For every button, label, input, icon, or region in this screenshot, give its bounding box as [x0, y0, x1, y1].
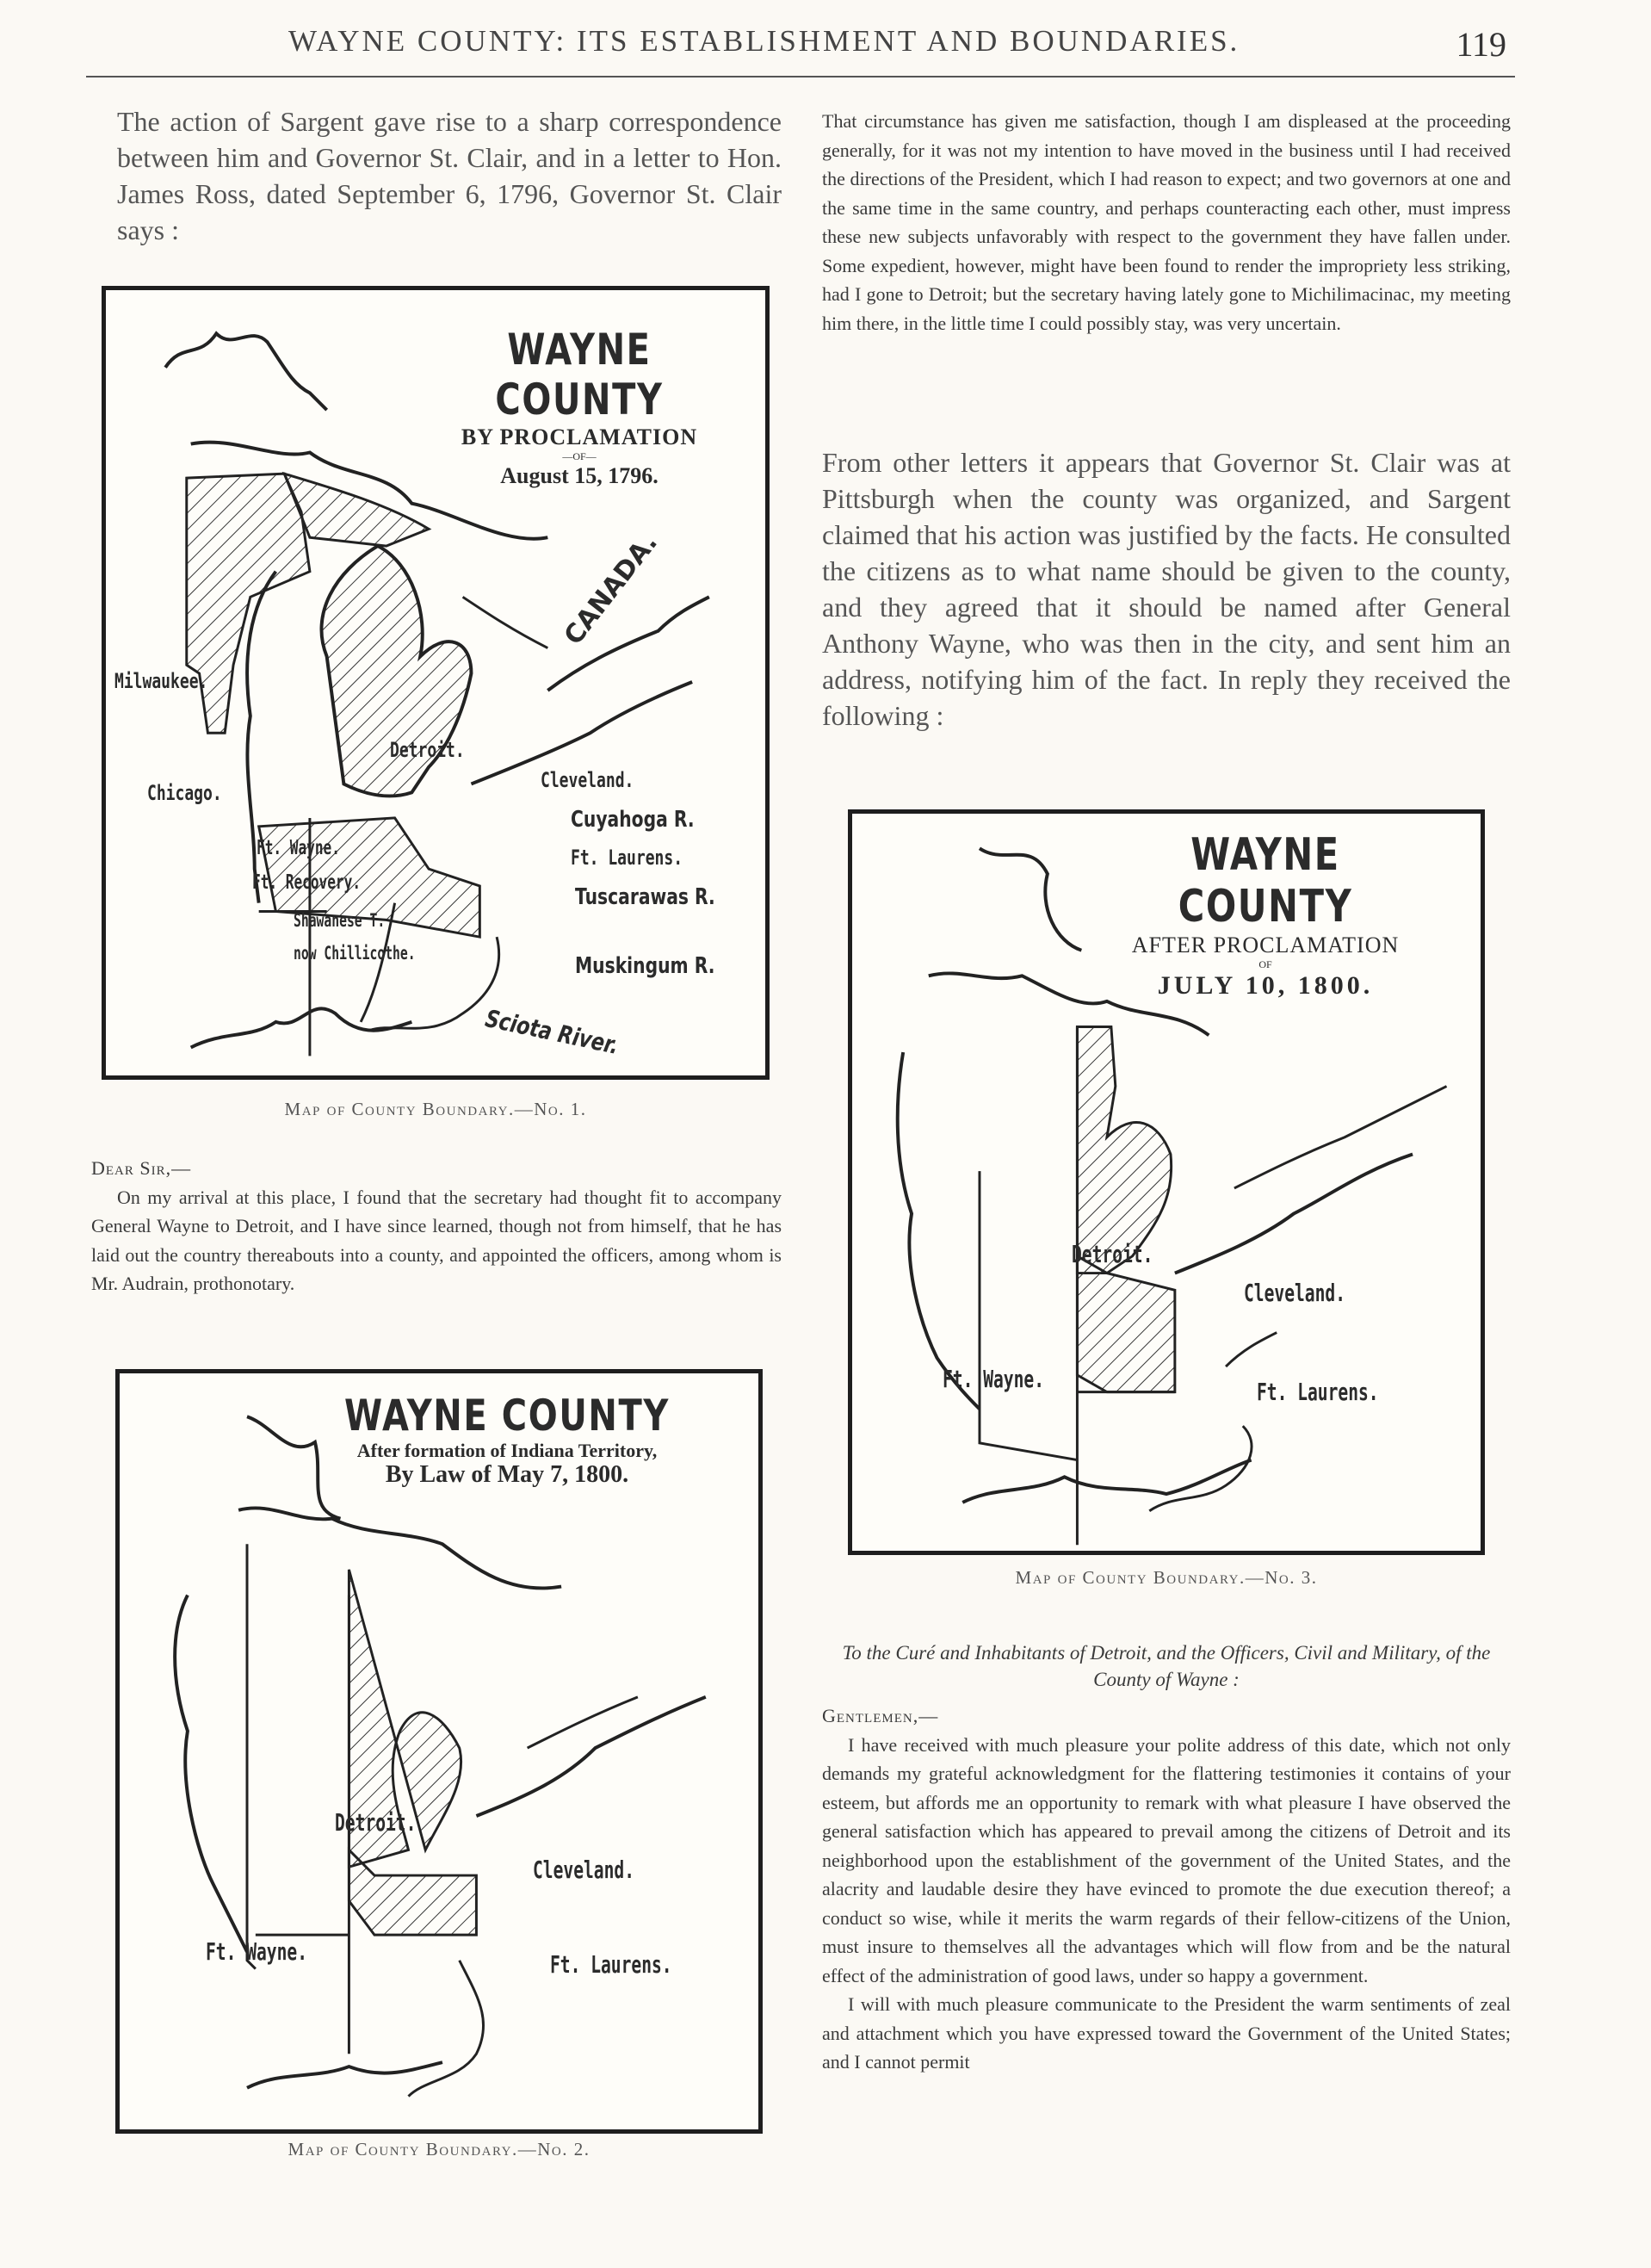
shore-line	[175, 1595, 247, 1951]
map-3	[848, 809, 1485, 1555]
hatched-region	[1077, 1026, 1171, 1273]
map-1-label-ft-wayne: Ft. Wayne.	[257, 837, 340, 859]
shore-line	[1234, 1087, 1447, 1188]
river-line	[1149, 1426, 1252, 1511]
shore-line	[528, 1697, 638, 1748]
running-head: WAYNE COUNTY: ITS ESTABLISHMENT AND BOUNDARIES.	[288, 24, 1240, 58]
map-1-label-ft-recovery: Ft. Recovery.	[252, 871, 362, 894]
shore-line	[980, 848, 1081, 950]
hatched-region	[1077, 1256, 1174, 1392]
map-1-label-muskingum: Muskingum R.	[575, 953, 715, 979]
map-1-label-cuyahoga: Cuyahoga R.	[571, 807, 695, 833]
letter-continued: That circumstance has given me satisfaction, though I am displeased at the proceeding generally, for it was not my intention to have moved in the business until I had received the directions of the President, which I had reason to expect; and two governors at one and the same time in the same country, and perhaps counteracting each other, must impress these new subjects unfavorably with respect to the government they have fallen under. Some expedient, however, might have been found to render the impropriety less striking, had I gone to Detroit; but the secretary having lately gone to Michilimacinac, my meeting him there, in the little time I could possibly stay, was very uncertain.	[822, 110, 1511, 334]
map-1-label-sciota: Sciota River.	[482, 1004, 621, 1060]
map-1-label-shawanese: Shawanese T.	[294, 910, 386, 931]
narrative-paragraph: From other letters it appears that Governor St. Clair was at Pittsburgh when the county was organized, and Sargent claimed that his action was justified by the facts. He consulted the citizens as to what name should be given to the county, and they agreed that it should be named after General Anthony Wayne, who was then in the city, and sent him an address, notifying him of the fact. In reply they received the following :	[822, 447, 1511, 731]
reply-salutation: Gentlemen,—	[822, 1705, 939, 1726]
shore-line	[898, 1052, 980, 1409]
left-letter-block	[91, 1154, 782, 1298]
river-line	[408, 1961, 483, 2097]
map-1-label-milwaukee: Milwaukee.	[114, 669, 208, 693]
map-2-subtitle: After formation of Indiana Territory,	[356, 1440, 658, 1461]
map-3-label-ft-wayne: Ft. Wayne.	[943, 1365, 1045, 1393]
river-line	[1226, 1333, 1277, 1366]
map-1-label-canada: CANADA.	[558, 528, 664, 651]
boundary-line	[980, 1171, 1077, 1459]
reply-paragraph-2: I will with much pleasure communicate to the President the warm sentiments of zeal and attachment which you have expressed toward the Government of the United States; and I cannot permit	[822, 1993, 1511, 2073]
letter-salutation: Dear Sir,—	[91, 1157, 192, 1179]
map-3-caption: Map of County Boundary.—No. 3.	[1015, 1567, 1318, 1588]
right-reply-block	[822, 1639, 1511, 2077]
map-2	[115, 1369, 763, 2134]
shore-line	[247, 2062, 442, 2088]
map-3-date: JULY 10, 1800.	[1157, 971, 1374, 1000]
map-2-label-ft-wayne: Ft. Wayne.	[206, 1937, 308, 1966]
address-line: To the Curé and Inhabitants of Detroit, and the Officers, Civil and Military, of the County of Wayne :	[842, 1642, 1491, 1690]
shore-line	[476, 1697, 705, 1816]
intro-paragraph: The action of Sargent gave rise to a sharp correspondence between him and Governor St. Clair, and in a letter to Hon. James Ross, dated September 6, 1796, Governor St. Clair says :	[117, 106, 782, 245]
right-letter-block	[822, 107, 1511, 338]
reply-paragraph-1: I have received with much pleasure your polite address of this date, which not only demands my grateful acknowledgment for the flattering testimonies it contains of your esteem, but affords me an opportunity to remark with what pleasure I have observed the general satisfaction which has appeared to prevail among the citizens of Detroit and its neighborhood upon the establishment of the government of the United States, and the alacrity and laudable desire they have evinced to promote the due execution thereof; a conduct so wise, while it merits the warm regards of their fellow-citizens of the Union, must insure to themselves all the advantages which will flow from and be the natural effect of the administration of good laws, under so happy a government.	[822, 1733, 1511, 1986]
shore-line	[962, 1460, 1251, 1503]
shore-line	[547, 597, 709, 691]
map-2-date: By Law of May 7, 1800.	[385, 1461, 629, 1488]
map-2-title: WAYNE COUNTY	[344, 1391, 670, 1441]
letter-body: On my arrival at this place, I found that the secretary had thought fit to accompany General Wayne to Detroit, and I have since learned, though not from himself, that he has laid out the country thereabouts into a county, and appointed the officers, among whom is Mr. Audrain, prothonotary.	[91, 1186, 782, 1294]
map-1-label-chicago: Chicago.	[147, 781, 222, 805]
map-1-label-tuscarawas: Tuscarawas R.	[575, 884, 715, 910]
map-2-label-detroit: Detroit.	[335, 1808, 417, 1837]
map-1-label-detroit: Detroit.	[390, 738, 465, 762]
map-3-title: WAYNE COUNTY	[1178, 829, 1353, 933]
map-1-of: —OF—	[562, 450, 597, 462]
right-narrative-block	[822, 444, 1511, 734]
shore-line	[238, 1508, 561, 1588]
map-3-title-block	[1067, 829, 1463, 1001]
map-2-title-block	[266, 1391, 748, 1489]
shore-line	[463, 597, 548, 648]
map-2-label-cleveland: Cleveland.	[533, 1856, 635, 1884]
map-3-of: OF	[1258, 958, 1272, 970]
left-intro-block	[117, 103, 782, 248]
page-header	[86, 24, 1515, 77]
map-3-label-ft-laurens: Ft. Laurens.	[1257, 1378, 1379, 1406]
page-number: 119	[1456, 25, 1506, 64]
map-3-label-detroit: Detroit.	[1072, 1240, 1153, 1268]
map-3-label-cleveland: Cleveland.	[1244, 1279, 1346, 1307]
map-1-title: WAYNE COUNTY	[495, 325, 664, 424]
map-1	[102, 286, 770, 1080]
map-1-title-block	[407, 325, 751, 489]
map-3-subtitle: AFTER PROCLAMATION	[1131, 933, 1400, 957]
map-1-label-cleveland: Cleveland.	[541, 768, 634, 792]
map-2-caption: Map of County Boundary.—No. 2.	[288, 2139, 591, 2160]
map-1-date: August 15, 1796.	[500, 463, 659, 488]
map-1-label-ft-laurens: Ft. Laurens.	[571, 846, 683, 870]
map-2-label-ft-laurens: Ft. Laurens.	[550, 1950, 672, 1979]
shore-line	[1175, 1154, 1413, 1273]
boundary-line	[247, 1544, 256, 1968]
shore-line	[165, 333, 327, 410]
map-1-caption: Map of County Boundary.—No. 1.	[284, 1099, 587, 1119]
map-1-subtitle: BY PROCLAMATION	[461, 424, 698, 449]
map-1-label-chillicothe: now Chillicothe.	[294, 943, 416, 964]
